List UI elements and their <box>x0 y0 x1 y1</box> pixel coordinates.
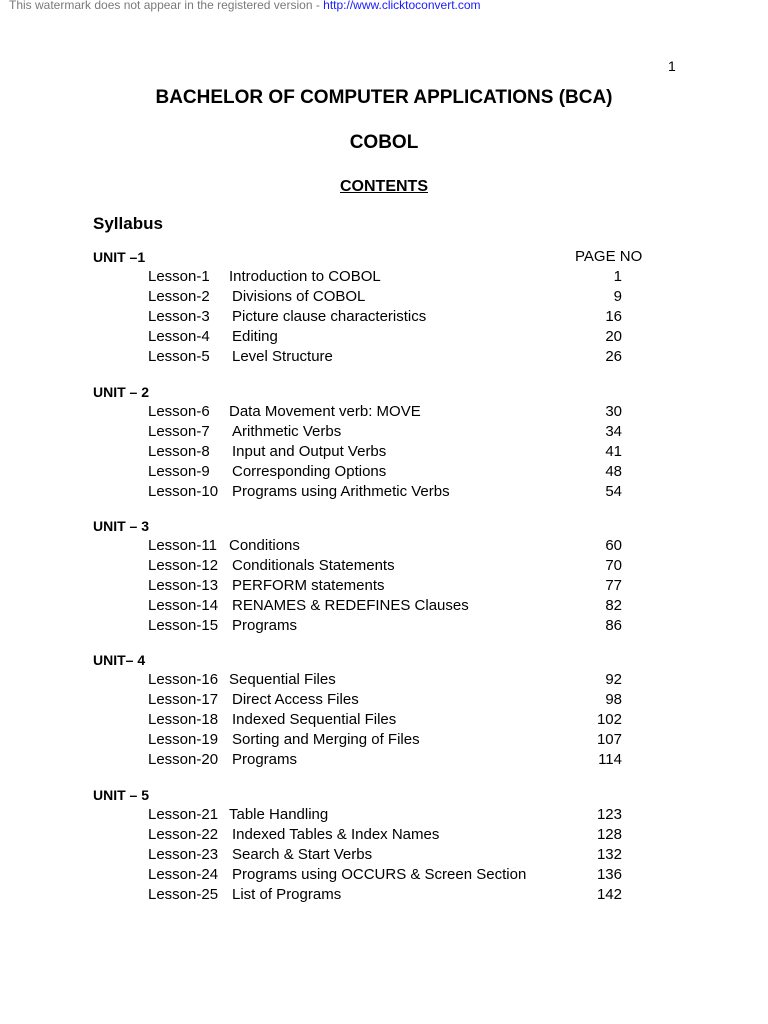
lesson-id: Lesson-25 <box>148 886 219 904</box>
lesson-title: List of Programs <box>232 886 342 904</box>
program-title: BACHELOR OF COMPUTER APPLICATIONS (BCA) <box>155 87 613 108</box>
lesson-page-number: 9 <box>613 288 622 306</box>
lesson-page-number: 107 <box>596 731 622 749</box>
lesson-page-number: 136 <box>596 866 622 884</box>
lesson-page-number: 30 <box>605 403 622 420</box>
unit-heading: UNIT –1 <box>93 249 146 265</box>
lesson-page-number: 77 <box>605 577 622 595</box>
lesson-id: Lesson-4 <box>148 328 210 346</box>
lesson-row <box>0 443 768 463</box>
lesson-title: Conditionals Statements <box>232 557 395 575</box>
watermark-notice <box>9 0 481 12</box>
lesson-id: Lesson-9 <box>148 463 210 481</box>
lesson-row <box>0 806 768 826</box>
lesson-title: PERFORM statements <box>232 577 385 595</box>
unit-heading: UNIT– 4 <box>93 652 146 668</box>
lesson-title: Editing <box>232 328 278 346</box>
lesson-id: Lesson-5 <box>148 348 210 366</box>
lesson-title: Picture clause characteristics <box>232 308 427 326</box>
lesson-id: Lesson-24 <box>148 866 219 884</box>
contents-heading: CONTENTS <box>340 178 428 195</box>
lesson-id: Lesson-12 <box>148 557 219 575</box>
lesson-row <box>0 268 768 288</box>
lesson-page-number: 34 <box>605 423 622 441</box>
lesson-page-number: 60 <box>605 537 622 554</box>
lesson-page-number: 26 <box>605 348 622 366</box>
lesson-page-number: 102 <box>596 711 622 729</box>
lesson-page-number: 1 <box>613 268 622 285</box>
lesson-id: Lesson-3 <box>148 308 210 326</box>
lesson-page-number: 142 <box>596 886 622 904</box>
lesson-id: Lesson-22 <box>148 826 219 844</box>
lesson-row <box>0 866 768 886</box>
unit-heading: UNIT – 2 <box>93 384 150 400</box>
lesson-id: Lesson-6 <box>148 403 210 420</box>
lesson-row <box>0 483 768 503</box>
lesson-page-number: 41 <box>605 443 622 461</box>
lesson-row <box>0 671 768 691</box>
lesson-row <box>0 846 768 866</box>
lesson-title: Arithmetic Verbs <box>232 423 342 441</box>
lesson-row <box>0 348 768 368</box>
lesson-id: Lesson-15 <box>148 617 219 635</box>
lesson-page-number: 132 <box>596 846 622 864</box>
unit-heading: UNIT – 5 <box>93 787 150 803</box>
lesson-id: Lesson-20 <box>148 751 219 769</box>
lesson-title: Table Handling <box>229 806 329 823</box>
lesson-row <box>0 537 768 557</box>
lesson-row <box>0 463 768 483</box>
lesson-id: Lesson-18 <box>148 711 219 729</box>
page-no-column-header: PAGE NO <box>575 248 643 265</box>
lesson-title: Data Movement verb: MOVE <box>229 403 421 420</box>
lesson-id: Lesson-17 <box>148 691 219 709</box>
lesson-id: Lesson-19 <box>148 731 219 749</box>
lesson-row <box>0 691 768 711</box>
lesson-row <box>0 328 768 348</box>
lesson-title: Divisions of COBOL <box>232 288 366 306</box>
lesson-title: Sorting and Merging of Files <box>232 731 420 749</box>
lesson-row <box>0 711 768 731</box>
watermark-link[interactable]: http://www.clicktoconvert.com <box>323 0 481 12</box>
lesson-id: Lesson-11 <box>148 537 217 554</box>
lesson-page-number: 128 <box>596 826 622 844</box>
lesson-row <box>0 751 768 771</box>
lesson-row <box>0 423 768 443</box>
course-title: COBOL <box>349 132 419 153</box>
syllabus-heading: Syllabus <box>93 214 163 233</box>
lesson-page-number: 123 <box>596 806 622 823</box>
lesson-page-number: 48 <box>605 463 622 481</box>
lesson-page-number: 114 <box>598 751 622 769</box>
lesson-row <box>0 617 768 637</box>
lesson-row <box>0 826 768 846</box>
lesson-title: Level Structure <box>232 348 333 366</box>
lesson-title: Input and Output Verbs <box>232 443 387 461</box>
lesson-page-number: 98 <box>605 691 622 709</box>
page-number: 1 <box>668 58 676 74</box>
lesson-id: Lesson-8 <box>148 443 210 461</box>
lesson-page-number: 92 <box>605 671 622 688</box>
lesson-title: Programs using OCCURS & Screen Section <box>232 866 527 884</box>
lesson-id: Lesson-10 <box>148 483 219 501</box>
lesson-title: Programs <box>232 751 298 769</box>
lesson-title: Direct Access Files <box>232 691 359 709</box>
lesson-row <box>0 288 768 308</box>
lesson-title: Programs <box>232 617 298 635</box>
lesson-id: Lesson-13 <box>148 577 219 595</box>
unit-heading: UNIT – 3 <box>93 518 150 534</box>
lesson-row <box>0 577 768 597</box>
lesson-id: Lesson-2 <box>148 288 210 306</box>
lesson-row <box>0 308 768 328</box>
lesson-title: Corresponding Options <box>232 463 387 481</box>
lesson-id: Lesson-23 <box>148 846 219 864</box>
lesson-row <box>0 597 768 617</box>
lesson-page-number: 54 <box>605 483 622 501</box>
lesson-title: Conditions <box>229 537 300 554</box>
lesson-page-number: 82 <box>605 597 622 615</box>
lesson-title: Indexed Sequential Files <box>232 711 397 729</box>
lesson-title: Sequential Files <box>229 671 336 688</box>
lesson-id: Lesson-16 <box>148 671 219 688</box>
lesson-id: Lesson-14 <box>148 597 219 615</box>
lesson-title: Programs using Arithmetic Verbs <box>232 483 450 501</box>
lesson-id: Lesson-1 <box>148 268 210 285</box>
lesson-row <box>0 403 768 423</box>
watermark-text: This watermark does not appear in the registered version - <box>9 0 324 12</box>
lesson-page-number: 86 <box>605 617 622 635</box>
lesson-id: Lesson-7 <box>148 423 210 441</box>
lesson-page-number: 20 <box>605 328 622 346</box>
lesson-id: Lesson-21 <box>148 806 219 823</box>
lesson-title: Introduction to COBOL <box>229 268 381 285</box>
lesson-title: RENAMES & REDEFINES Clauses <box>232 597 469 615</box>
lesson-page-number: 70 <box>605 557 622 575</box>
lesson-title: Indexed Tables & Index Names <box>232 826 440 844</box>
lesson-row <box>0 886 768 906</box>
lesson-row <box>0 557 768 577</box>
lesson-row <box>0 731 768 751</box>
lesson-page-number: 16 <box>605 308 622 326</box>
lesson-title: Search & Start Verbs <box>232 846 373 864</box>
